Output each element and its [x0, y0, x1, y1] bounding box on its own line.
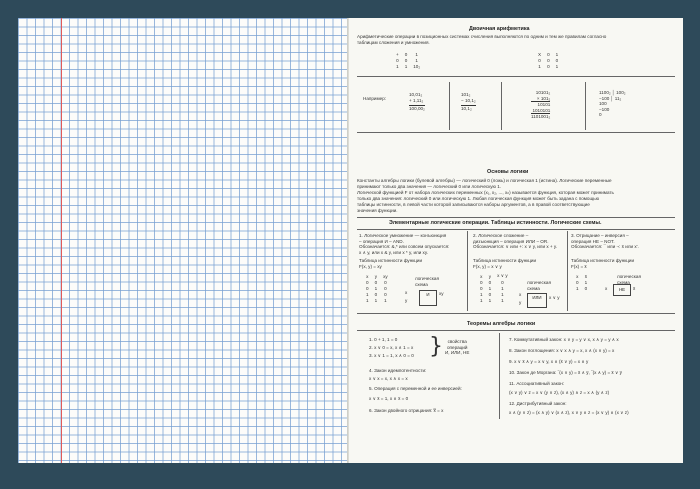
not-output: x̄ [633, 286, 636, 291]
theorem-3: 3. x ∨ 1 = 1, x ∧ 0 = 0 [369, 353, 414, 358]
theorem-10: 10. Закон де Моргана: ‾(x ∨ y) = x̄ ∧ ȳ, ‾(x ∧ y) = x̄ ∨ ȳ [509, 370, 622, 375]
mul-cell: 0 [547, 63, 550, 69]
add-cell: 0 [404, 51, 408, 57]
logic-text-6: значения функции. [357, 208, 398, 213]
cell: 0 [374, 291, 378, 297]
cell: 1 [584, 279, 588, 285]
not-input-x: x [605, 286, 608, 291]
margin-line [61, 18, 62, 463]
cell: 1 [576, 285, 579, 291]
logic-text-5: таблицы истинности, в левой части которой записываются наборы аргументов, а в правой соответствующие [357, 202, 590, 207]
cell: 0 [374, 279, 378, 285]
not-func-title: Таблица истинности функции F(x) = x̄ [571, 258, 635, 269]
cell: 1 [488, 297, 492, 303]
cell: x [576, 273, 579, 279]
cell: 1 [366, 291, 369, 297]
logic-title: Основы логики [487, 169, 529, 175]
divider [357, 330, 675, 331]
theorem-6: 6. Закон двойного отрицания: x̿ = x [369, 408, 444, 413]
logic-text-3: Логической функцией F от набора логических переменных (x₁, x₂, ..., xₙ) называется функция, которая может принимать [357, 190, 614, 195]
divider [357, 132, 675, 133]
divider [357, 76, 675, 77]
cell: 1 [488, 285, 492, 291]
cell: 1 [366, 297, 369, 303]
add-cell: 10₂ [413, 63, 421, 69]
cell: x [480, 273, 483, 279]
mul-cell: 1 [538, 63, 541, 69]
theorem-1: 1. 0 + 1, 1 = 0 [369, 337, 398, 342]
divider [357, 229, 675, 230]
or-output: x ∨ y [549, 295, 560, 300]
cell: x ∨ y [497, 273, 508, 278]
or-scheme-title: логическая схема [527, 280, 551, 291]
and-truth-table [363, 273, 391, 303]
or-func-title: Таблица истинности функции F(x, y) = x ∨ y [473, 258, 537, 269]
cell: y [488, 273, 491, 279]
add-cell: 1 [415, 57, 418, 63]
example-sub: 101₂ − 10,1₂ 10,1₂ [461, 92, 476, 112]
cell: x̄ [584, 273, 587, 279]
add-cell: 1 [396, 63, 399, 69]
divider [357, 217, 675, 218]
brace-icon: } [429, 334, 443, 359]
cell: 1 [480, 297, 483, 303]
or-input-x: x [519, 292, 522, 297]
or-gate: ИЛИ [527, 293, 547, 308]
not-gate: НЕ [613, 284, 631, 296]
mul-cell: 1 [555, 63, 559, 69]
divider [467, 231, 468, 311]
theorem-5-formula: x ∨ x̄ = 1, x ∧ x̄ = 0 [369, 396, 409, 401]
cell: 1 [501, 297, 504, 303]
or-truth-table [477, 273, 511, 303]
cell: 0 [501, 279, 504, 285]
cell: 1 [384, 297, 387, 303]
cell: 0 [384, 285, 387, 291]
cell: 0 [488, 279, 492, 285]
theorem-2: 2. x ∨ 0 = x, x ∧ 1 = x [369, 345, 414, 350]
cell: 0 [384, 291, 387, 297]
cell: 1 [374, 285, 378, 291]
brace-note: свойства операций И, ИЛИ, НЕ [445, 339, 470, 356]
theorem-12: 12. Дистрибутивный закон: [509, 401, 567, 406]
reference-page [349, 18, 683, 463]
not-scheme-title: логическая схема [617, 274, 641, 285]
theorem-5: 5. Операция с переменной и ее инверсией: [369, 386, 462, 391]
binary-title: Двоичная арифметика [469, 26, 530, 32]
add-cell: 0 [396, 57, 399, 63]
cell: 1 [480, 291, 483, 297]
add-cell: + [396, 51, 399, 57]
theorem-4-formula: x ∨ x = x, x ∧ x = x [369, 376, 408, 381]
cell: y [374, 273, 377, 279]
theorem-11-formula: (x ∨ y) ∨ z = x ∨ (y ∨ z), (x ∧ y) ∧ z = x ∧ (y ∧ z) [509, 390, 610, 395]
and-input-y: y [405, 298, 408, 303]
binary-intro-1: Арифметические операции в позиционных системах счисления выполняются по одним и тем же правилам согласно [357, 34, 607, 39]
binary-intro-2: таблицам сложения и умножения. [357, 40, 430, 45]
cell: 0 [488, 291, 492, 297]
divider [499, 333, 500, 419]
divider [567, 231, 568, 311]
add-cell: 0 [404, 57, 408, 63]
and-gate: И [419, 290, 437, 306]
add-cell: 1 [415, 51, 418, 57]
cell: 0 [584, 285, 588, 291]
and-output: xy [439, 291, 444, 296]
addition-table [393, 51, 423, 69]
cell: 1 [501, 291, 504, 297]
divider [501, 82, 502, 130]
cell: 0 [480, 279, 483, 285]
cell: 0 [480, 285, 483, 291]
mul-cell: 0 [538, 57, 541, 63]
theorems-title: Теоремы алгебры логики [467, 321, 536, 327]
cell: 1 [501, 285, 504, 291]
and-input-x: x [405, 290, 408, 295]
and-func-title: Таблица истинности функции F(x, y) = xy [359, 258, 423, 269]
cell: 0 [576, 279, 579, 285]
cell: 0 [366, 285, 369, 291]
theorem-7: 7. Коммутативный закон: x ∨ y = y ∨ x, x ∧ y = y ∧ x [509, 337, 619, 342]
cell: 0 [366, 279, 369, 285]
not-description: 3. Отрицание – инверсия – операция НЕ – NOT. Обозначается: ¯ или ¬: x̄ или x'. [571, 233, 639, 250]
example-div: 1100₂ │ 100₂ −100 │ 11₂ 100 −100 0 [599, 90, 626, 118]
and-scheme-title: логическая схема [415, 276, 439, 287]
add-cell: 1 [404, 63, 408, 69]
cell: x [366, 273, 369, 279]
ops-title: Элементарные логические операции. Таблицы истинности. Логические схемы. [389, 220, 602, 226]
example-add: 10,01₂ + 1,11₂ 100,00₂ [409, 92, 425, 112]
mul-cell: 0 [555, 57, 559, 63]
theorem-4: 4. Закон идемпотентности: [369, 368, 427, 373]
mul-cell: 0 [547, 51, 550, 57]
or-description: 2. Логическое сложение – дизъюнкция – операция ИЛИ – OR. Обозначается: ∨ или +: x ∨ y, или x + y. [473, 233, 558, 250]
grid-page [18, 18, 349, 463]
multiplication-table [535, 51, 561, 69]
and-description: 1. Логическое умножение — конъюнкция – операция И – AND. Обозначается: &,* или совсем опускается: x ∧ y, или x & y, или x * y, или xy. [359, 233, 450, 255]
theorem-11: 11. Ассоциативный закон: [509, 381, 565, 386]
mul-cell: X [538, 51, 542, 57]
cell: 0 [384, 279, 387, 285]
cell: 1 [374, 297, 378, 303]
mul-cell: 0 [547, 57, 550, 63]
not-truth-table [573, 273, 590, 291]
example-mul: 10101₂ × 101₂ 10101 1010101 1101001₂ [531, 90, 551, 120]
logic-text-1: Константы алгебры логики (булевой алгебры) — логический 0 (ложь) и логическая 1 (истина). Логические переменные [357, 178, 612, 183]
example-label: Например: [363, 96, 387, 101]
or-input-y: y [519, 300, 522, 305]
theorem-9: 9. x ∨ x̄ ∧ y = x ∨ y, x ∧ (x̄ ∨ y) = x ∧ y [509, 359, 589, 364]
theorem-8: 8. Закон поглощения: x ∨ x ∧ y = x, x ∧ (x ∨ y) = x [509, 348, 615, 353]
logic-text-4: только два значения: логический 0 или логическую 1. Любая логическая функция может быть задана с помощью [357, 196, 600, 201]
mul-cell: 1 [555, 51, 559, 57]
divider [585, 82, 586, 130]
cell: xy [383, 273, 388, 279]
divider [449, 82, 450, 130]
logic-text-2: принимают только два значения — логический 0 или логическую 1. [357, 184, 502, 189]
divider [357, 313, 675, 314]
theorem-12-formula: x ∧ (y ∨ z) = (x ∧ y) ∨ (x ∧ z), x ∨ y ∧ z = (x ∨ y) ∧ (x ∨ z) [509, 410, 629, 415]
